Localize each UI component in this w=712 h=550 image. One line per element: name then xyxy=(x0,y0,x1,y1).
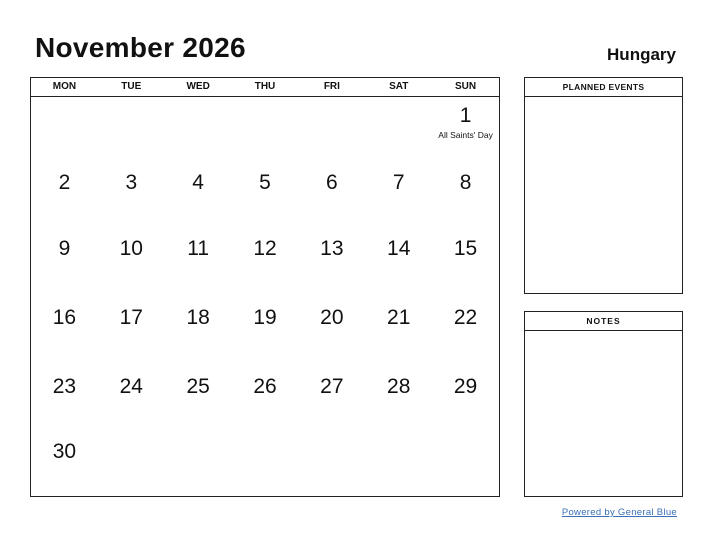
day-14: 14 xyxy=(387,237,411,260)
day-27: 27 xyxy=(320,375,344,398)
day-23: 23 xyxy=(52,375,77,398)
weekday-sun: SUN xyxy=(455,81,477,92)
day-29: 29 xyxy=(453,375,478,398)
day-9: 9 xyxy=(58,237,71,260)
weekday-fri: FRI xyxy=(323,81,340,92)
weekday-sat: SAT xyxy=(389,81,409,92)
weekday-thu: THU xyxy=(254,81,276,92)
day-30: 30 xyxy=(52,440,77,463)
calendar-grid xyxy=(30,77,500,497)
notes-title: NOTES xyxy=(525,312,682,331)
day-20: 20 xyxy=(320,306,344,329)
day-3: 3 xyxy=(125,171,138,194)
day-25: 25 xyxy=(186,375,210,398)
day-16: 16 xyxy=(52,306,77,329)
day-4: 4 xyxy=(192,171,204,194)
month-title: November 2026 xyxy=(35,32,246,63)
day-5: 5 xyxy=(259,171,271,194)
day-6: 6 xyxy=(326,171,338,194)
day-13: 13 xyxy=(320,237,344,260)
country-label: Hungary xyxy=(607,45,676,64)
day-24: 24 xyxy=(119,375,143,398)
calendar-days xyxy=(31,97,499,496)
day-12: 12 xyxy=(253,237,277,260)
day-21: 21 xyxy=(387,306,411,329)
day-19: 19 xyxy=(253,306,277,329)
day-15: 15 xyxy=(453,237,478,260)
day-18: 18 xyxy=(186,306,210,329)
day-11: 11 xyxy=(187,237,210,260)
day-28: 28 xyxy=(387,375,411,398)
planned-events-panel xyxy=(524,77,683,294)
day-26: 26 xyxy=(253,375,277,398)
day-17: 17 xyxy=(119,306,143,329)
day-8: 8 xyxy=(459,171,472,194)
day-2: 2 xyxy=(58,171,71,194)
day-22: 22 xyxy=(453,306,478,329)
holiday-label: All Saints' Day xyxy=(438,130,493,140)
weekday-header xyxy=(31,78,499,97)
powered-by-link[interactable]: Powered by General Blue xyxy=(561,507,677,518)
day-1: 1 xyxy=(459,104,472,127)
weekday-tue: TUE xyxy=(121,81,142,92)
day-10: 10 xyxy=(119,237,143,260)
planned-events-title: PLANNED EVENTS xyxy=(525,78,682,97)
day-7: 7 xyxy=(392,171,405,194)
weekday-mon: MON xyxy=(52,81,77,92)
weekday-wed: WED xyxy=(186,81,210,92)
notes-panel xyxy=(524,311,683,497)
